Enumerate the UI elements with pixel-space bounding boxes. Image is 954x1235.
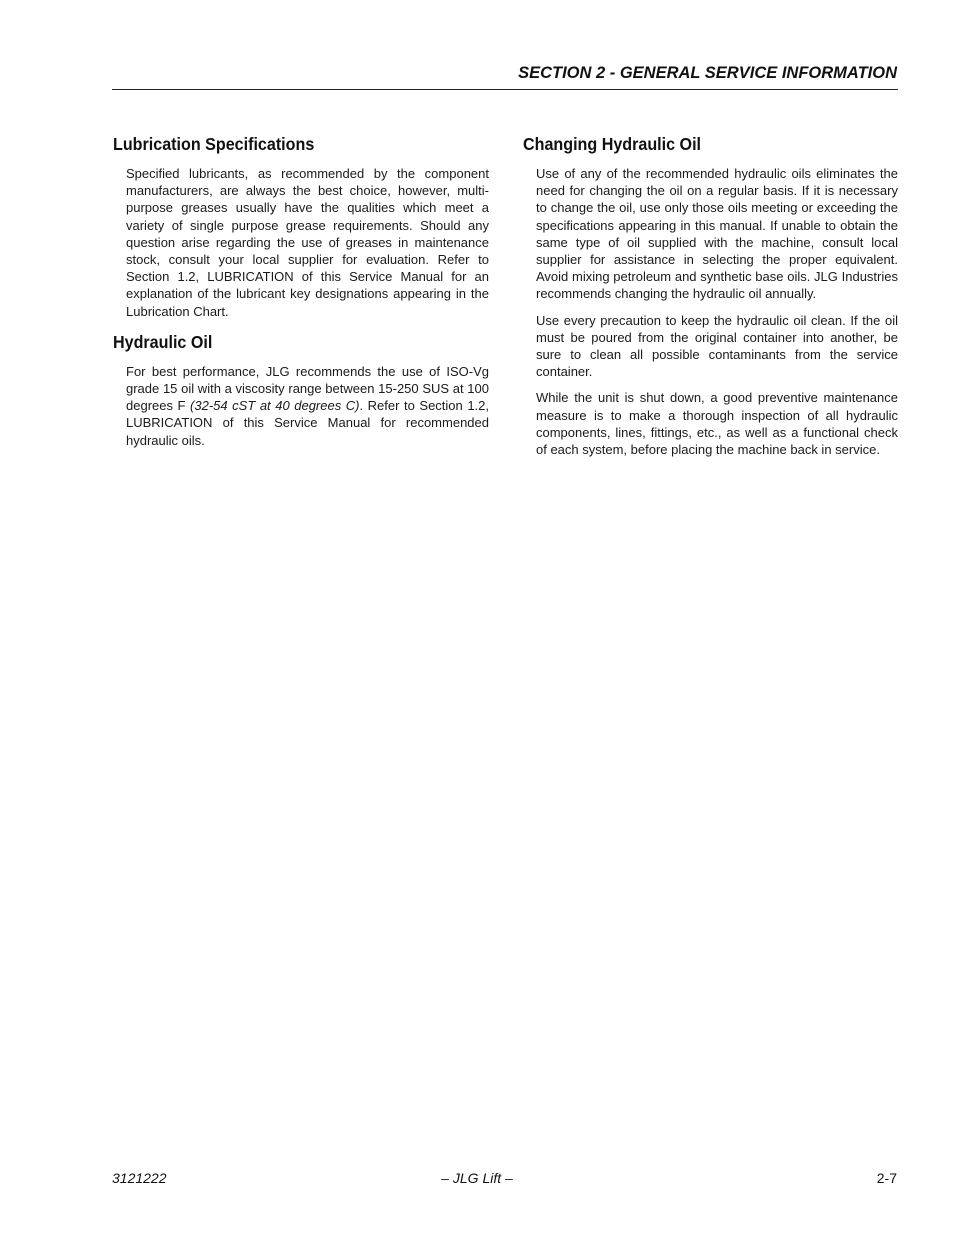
hydraulic-oil-metric-note: (32-54 cST at 40 degrees C): [190, 398, 360, 414]
changing-hydraulic-oil-heading: Changing Hydraulic Oil: [523, 134, 702, 154]
changing-oil-paragraph-1: Use of any of the recommended hydraulic oils eliminates the need for changing the oil on a regular basis. If it is necessary to change the oil, use only those oils meeting or exceeding the specifications appearing in this manual. If unable to obtain the same type of oil supplied with the machine, consult local supplier for assistance in selecting the proper equivalent. Avoid mixing petroleum and synthetic base oils. JLG Industries recommends changing the hydraulic oil annually.: [536, 166, 898, 302]
footer-center-text: – JLG Lift –: [441, 1170, 513, 1186]
right-column: [523, 134, 898, 467]
hydraulic-oil-text-start: For best performance, JLG recommends the use of ISO-Vg grade 15 oil with a viscosity range between 15-250 SUS at 100 degrees F: [126, 363, 489, 414]
hydraulic-oil-heading: Hydraulic Oil: [113, 331, 213, 352]
hydraulic-oil-paragraph: [126, 363, 489, 449]
section-title: SECTION 2 - GENERAL SERVICE INFORMATION: [518, 64, 897, 82]
changing-oil-paragraph-2: Use every precaution to keep the hydraulic oil clean. If the oil must be poured from the original container into another, be sure to clean all possible contaminants from the service container.: [536, 312, 898, 380]
lubrication-specifications-paragraph: Specified lubricants, as recommended by the component manufacturers, are always the best choice, however, multi-purpose greases usually have the qualities which meet a variety of single purpose grease requirements. Should any question arise regarding the use of greases in maintenance stock, consult your local supplier for evaluation. Refer to Section 1.2, LUBRICATION of this Service Manual for an explanation of the lubricant key designations appearing in the Lubrication Chart.: [126, 166, 489, 319]
lubrication-specifications-heading: Lubrication Specifications: [113, 134, 315, 154]
changing-oil-paragraph-3: While the unit is shut down, a good preventive maintenance measure is to make a thorough inspection of all hydraulic components, lines, fittings, etc., as well as a functional check of each system, before placing the machine back in service.: [536, 390, 898, 458]
footer-doc-number: 3121222: [112, 1170, 167, 1186]
left-column: [113, 134, 489, 458]
footer-page-number: 2-7: [876, 1170, 897, 1186]
hydraulic-oil-text-end: . Refer to Section 1.2, LUBRICATION of this Service Manual for recommended hydraulic oils.: [126, 398, 490, 448]
header-rule: [112, 89, 898, 90]
